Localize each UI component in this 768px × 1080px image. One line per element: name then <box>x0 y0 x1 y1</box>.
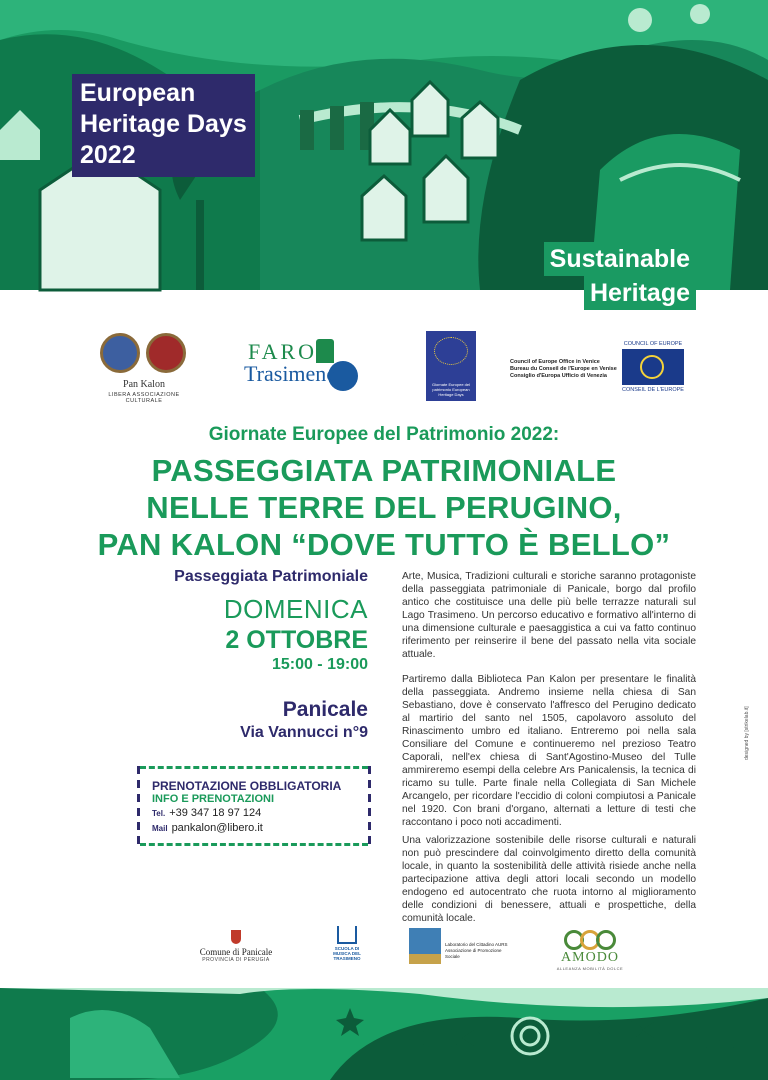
comune-panicale-logo <box>186 930 286 963</box>
event-subheading: Giornate Europee del Patrimonio 2022: <box>208 424 560 445</box>
phone-number[interactable]: +39 347 18 97 124 <box>169 807 262 819</box>
seal-icon <box>146 333 186 373</box>
event-weekday: DOMENICA <box>223 594 368 624</box>
seal-icon <box>100 333 140 373</box>
lake-illustration <box>0 988 768 1080</box>
designer-credit: designed by [strikelab.it] <box>744 706 750 760</box>
event-details <box>72 567 368 743</box>
ehd-logo-caption: Giornate Europee del patrimonio European Heritage Days <box>431 382 471 397</box>
scuola-musica-logo <box>330 926 364 970</box>
pan-kalon-tagline: LIBERA ASSOCIAZIONE CULTURALE <box>108 392 180 404</box>
event-time: 15:00 - 19:00 <box>271 656 368 673</box>
amodo-subtitle: ALLEANZA MOBILITÀ DOLCE <box>556 966 624 971</box>
theme-badge <box>544 242 696 310</box>
booking-required: PRENOTAZIONE OBBLIGATORIA <box>152 779 342 793</box>
coe-top-text: COUNCIL OF EUROPE <box>623 341 683 347</box>
headline-line: PASSEGGIATA PATRIMONIALE <box>151 453 617 488</box>
event-description <box>402 570 696 937</box>
event-type: Passeggiata Patrimoniale <box>174 568 368 585</box>
event-address: Via Vannucci n°9 <box>240 724 368 741</box>
event-series-badge <box>72 74 255 177</box>
event-date: 2 OTTOBRE <box>225 626 368 654</box>
description-paragraph: Arte, Musica, Tradizioni culturali e storiche saranno protagoniste della passeggiata patrimoniale di Panicale, borgo dal profilo antico che costituisce una delle più belle terrazze naturali sul Lago Trasimeno. Un percorso educativo e formativo all'interno di una dimensione culturale e paesaggistica a cui va fatto continuo riferimento per reinserire il bene del passato nella vita sociale attuale. <box>402 571 696 660</box>
header-illustration <box>0 0 768 307</box>
coe-office-line: Consiglio d'Europa Ufficio di Venezia <box>510 373 607 379</box>
stars-icon <box>434 337 468 365</box>
council-of-europe-logo <box>620 341 686 399</box>
headline-line: PAN KALON “DOVE TUTTO È BELLO” <box>97 527 671 562</box>
coe-bottom-text: CONSEIL DE L'EUROPE <box>622 387 684 393</box>
coe-office-text <box>510 359 622 380</box>
event-headline <box>0 452 768 563</box>
event-town: Panicale <box>282 698 368 721</box>
faro-trasimeno-logo <box>244 335 364 395</box>
email-label: Mail <box>152 824 168 833</box>
event-series-line: 2022 <box>80 141 136 169</box>
booking-phone <box>152 806 341 821</box>
theme-line: Sustainable <box>544 242 696 276</box>
pan-kalon-name: Pan Kalon <box>123 379 165 390</box>
faro-top-text: FARO <box>248 339 318 364</box>
laboratorio-cittadino-logo <box>409 928 509 964</box>
booking-info-label: INFO E PRENOTAZIONI <box>152 793 275 805</box>
comune-subtitle: PROVINCIA DI PERUGIA <box>202 957 270 963</box>
crest-icon <box>231 930 241 944</box>
booking-box <box>140 766 368 846</box>
tower-icon <box>316 339 334 363</box>
event-series-line: European <box>80 79 196 107</box>
coe-office-line: Bureau du Conseil de l'Europe en Venise <box>510 366 617 372</box>
phone-label: Tel. <box>152 809 166 818</box>
music-school-icon <box>337 926 357 944</box>
landscape-icon <box>409 928 441 964</box>
headline-line: NELLE TERRE DEL PERUGINO, <box>146 490 622 525</box>
lab-name: Laboratorio del Cittadino AURS Associazione di Promozione Sociale <box>445 942 508 959</box>
theme-line: Heritage <box>584 276 696 310</box>
european-heritage-days-logo <box>426 331 476 401</box>
comune-name: Comune di Panicale <box>199 947 273 957</box>
description-paragraph: Partiremo dalla Biblioteca Pan Kalon per presentare le finalità della passeggiata. Andremo insieme nella chiesa di San Sebastiano, dove è conservato l'affresco del Perugino dedicato al martirio del santo nel 1505, capolavoro assoluto del Rinascimento umbro ed italiano. Entreremo poi nella sala Consiliare del Comune e continueremo nel prezioso Teatro Caporali, nell'ex chiesa di Sant'Agostino-Museo del Tulle ammireremo esempi della celebre Ars Panicalensis, la tecnica di ricamo su tulle. Parte finale nella Collegiata di San Michele Arcangelo, per ricordare l'eccidio di coloni compiutosi a Panicale nel 1920. Con brani d'organo, alternati a letture di testi che raccontano i poco noti accadimenti. <box>402 674 696 828</box>
scuola-name: SCUOLA DI MUSICA DEL TRASIMENO <box>333 946 361 961</box>
organizer-logos <box>0 325 768 405</box>
coe-office-line: Council of Europe Office in Venice <box>510 359 600 365</box>
faro-bottom-text: Trasimeno <box>244 361 338 386</box>
rings-icon <box>550 928 630 950</box>
amodo-name: AMODO <box>561 950 619 965</box>
booking-email <box>152 821 341 836</box>
event-series-line: Heritage Days <box>80 110 247 138</box>
email-address[interactable]: pankalon@libero.it <box>171 822 263 834</box>
amodo-logo <box>550 928 630 972</box>
description-paragraph: Una valorizzazione sostenibile delle risorse culturali e naturali non può prescindere dal coinvolgimento diretto della comunità locale, in quanto la sostenibilità delle attività risiede anche nella partecipazione attiva degli attori locali secondo un modello endogeno ed autocentrato che ruota intorno al miglioramento delle condizioni di benessere, attuali e prospettiche, della comunità locale. <box>402 835 696 924</box>
footer-illustration <box>0 988 768 1080</box>
coe-emblem-icon <box>622 349 684 385</box>
